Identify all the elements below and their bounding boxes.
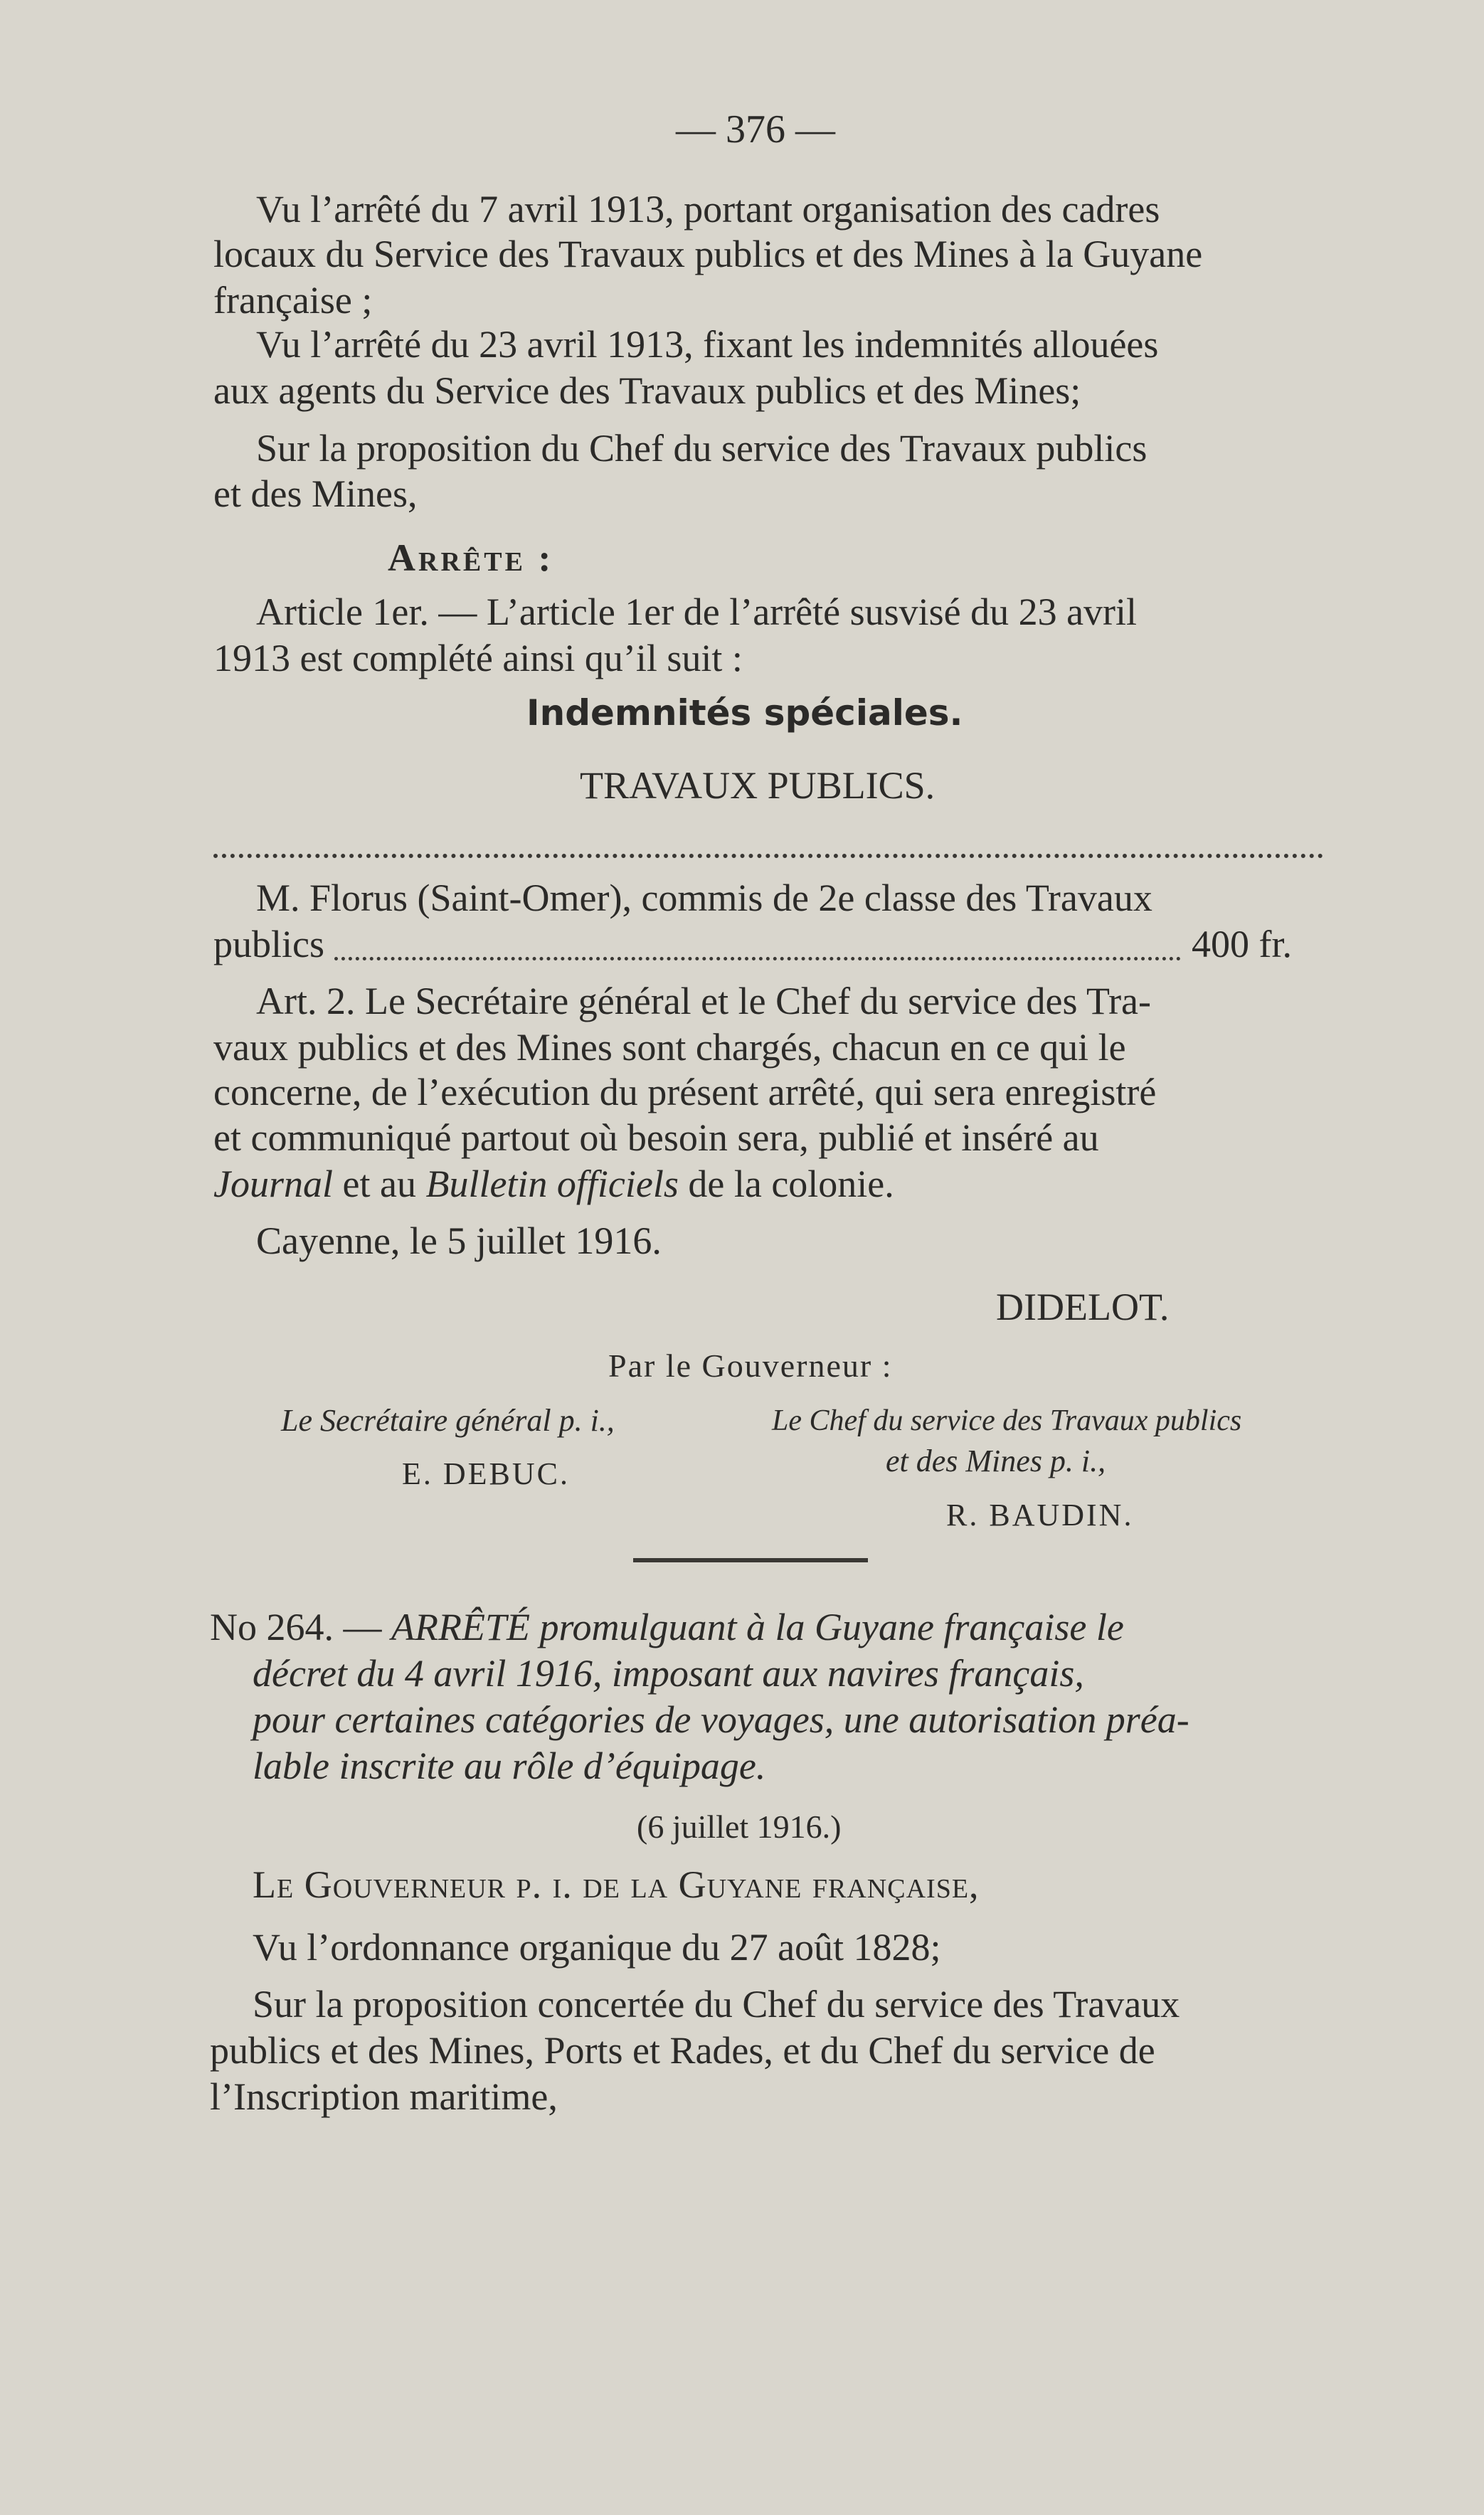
arrete-title: ARRÊTÉ promulguant à la Guyane française le bbox=[391, 1606, 1124, 1648]
secretaire-general-name: E. DEBUC. bbox=[402, 1456, 570, 1491]
article-2-line: concerne, de l’exécution du présent arrêté, qui sera enregistré bbox=[213, 1071, 1157, 1113]
final-paragraph-line: l’Inscription maritime, bbox=[210, 2075, 558, 2118]
arrete-264-line: décret du 4 avril 1916, imposant aux navires français, bbox=[253, 1652, 1084, 1695]
signature-didelot: DIDELOT. bbox=[996, 1286, 1170, 1328]
florus-amount: 400 fr. bbox=[1192, 923, 1292, 965]
arrete-number: No 264. — bbox=[210, 1606, 391, 1648]
page-number: — 376 — bbox=[676, 107, 835, 152]
gouverneur-line: Le Gouverneur p. i. de la Guyane française, bbox=[253, 1863, 980, 1906]
paragraph-line: aux agents du Service des Travaux publics et des Mines; bbox=[213, 369, 1081, 412]
journal-title: Journal bbox=[213, 1163, 333, 1205]
florus-line: M. Florus (Saint-Omer), commis de 2e classe des Travaux bbox=[256, 877, 1152, 919]
chef-service-title-2: et des Mines p. i., bbox=[886, 1444, 1106, 1478]
par-le-gouverneur: Par le Gouverneur : bbox=[608, 1347, 893, 1384]
paragraph-line: Vu l’arrêté du 23 avril 1913, fixant les indemnités allouées bbox=[256, 323, 1159, 366]
florus-label: publics bbox=[213, 923, 324, 965]
paragraph-line: locaux du Service des Travaux publics et des Mines à la Guyane bbox=[213, 233, 1203, 275]
article-1-line: Article 1er. — L’article 1er de l’arrêté susvisé du 23 avril bbox=[256, 591, 1138, 633]
florus-leader-dots bbox=[334, 921, 1181, 960]
final-paragraph-line: publics et des Mines, Ports et Rades, et du Chef du service de bbox=[210, 2029, 1155, 2072]
final-paragraph-line: Sur la proposition concertée du Chef du service des Travaux bbox=[253, 1983, 1180, 2026]
date-line: Cayenne, le 5 juillet 1916. bbox=[256, 1219, 662, 1262]
bulletin-title: Bulletin officiels bbox=[425, 1163, 679, 1205]
arrete-264-date: (6 juillet 1916.) bbox=[637, 1809, 842, 1845]
paragraph-line: Sur la proposition du Chef du service des Travaux publics bbox=[256, 427, 1148, 470]
indemnites-heading: Indemnités spéciales. bbox=[526, 692, 963, 734]
chef-service-name: R. BAUDIN. bbox=[946, 1498, 1134, 1532]
article-1-line: 1913 est complété ainsi qu’il suit : bbox=[213, 637, 743, 679]
article-2-line: vaux publics et des Mines sont chargés, chacun en ce qui le bbox=[213, 1026, 1126, 1069]
arrete-264-line: pour certaines catégories de voyages, une autorisation préa- bbox=[253, 1698, 1189, 1741]
travaux-heading: TRAVAUX PUBLICS. bbox=[580, 764, 936, 807]
secretaire-general-title: Le Secrétaire général p. i., bbox=[281, 1403, 615, 1438]
arrete-heading: Arrête : bbox=[388, 536, 554, 579]
ordonnance-line: Vu l’ordonnance organique du 27 août 1828; bbox=[253, 1926, 941, 1969]
article-2-line: Art. 2. Le Secrétaire général et le Chef du service des Tra- bbox=[256, 980, 1152, 1022]
separator-rule bbox=[633, 1558, 868, 1562]
article-2-last-line bbox=[213, 1161, 894, 1207]
arrete-264-line-1 bbox=[210, 1604, 1124, 1650]
connector-text: et au bbox=[333, 1163, 426, 1205]
arrete-264-line: lable inscrite au rôle d’équipage. bbox=[253, 1744, 766, 1787]
paragraph-line: et des Mines, bbox=[213, 472, 418, 515]
chef-service-title-1: Le Chef du service des Travaux publics bbox=[772, 1404, 1242, 1437]
paragraph-line: française ; bbox=[213, 279, 373, 322]
paragraph-line: Vu l’arrêté du 7 avril 1913, portant organisation des cadres bbox=[256, 188, 1160, 231]
dotted-separator bbox=[213, 832, 1323, 858]
article-2-line: et communiqué partout où besoin sera, publié et inséré au bbox=[213, 1116, 1099, 1159]
closing-text: de la colonie. bbox=[678, 1163, 894, 1205]
